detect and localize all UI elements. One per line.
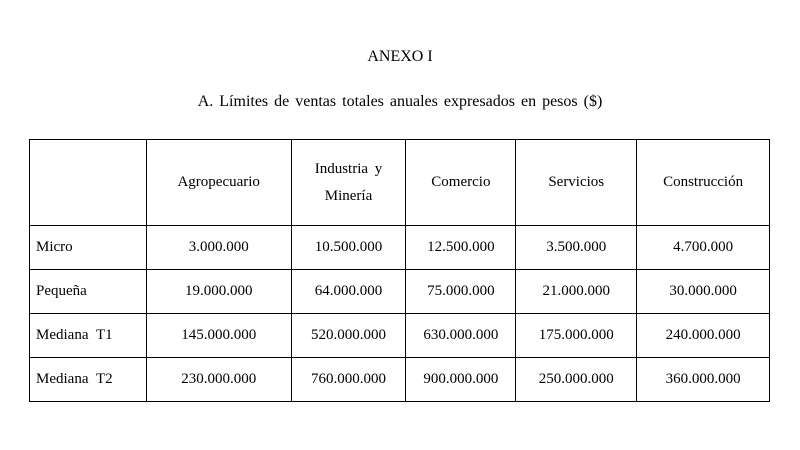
cell-value: 360.000.000 xyxy=(637,358,770,402)
header-industria-mineria xyxy=(291,140,406,226)
row-label: Micro xyxy=(30,226,147,270)
header-industria-line2: Minería xyxy=(324,187,373,204)
cell-value: 145.000.000 xyxy=(146,314,291,358)
row-label: Pequeña xyxy=(30,270,147,314)
cell-value: 630.000.000 xyxy=(406,314,516,358)
cell-value: 230.000.000 xyxy=(146,358,291,402)
row-label: Mediana T2 xyxy=(30,358,147,402)
header-comercio: Comercio xyxy=(406,140,516,226)
cell-value: 3.500.000 xyxy=(516,226,637,270)
cell-value: 250.000.000 xyxy=(516,358,637,402)
cell-value: 520.000.000 xyxy=(291,314,406,358)
cell-value: 760.000.000 xyxy=(291,358,406,402)
cell-value: 3.000.000 xyxy=(146,226,291,270)
cell-value: 19.000.000 xyxy=(146,270,291,314)
cell-value: 900.000.000 xyxy=(406,358,516,402)
header-construccion: Construcción xyxy=(637,140,770,226)
table-row-mediana-t1 xyxy=(30,314,770,358)
cell-value: 75.000.000 xyxy=(406,270,516,314)
header-servicios: Servicios xyxy=(516,140,637,226)
document-subtitle: A. Límites de ventas totales anuales expresados en pesos ($) xyxy=(197,93,603,110)
cell-value: 30.000.000 xyxy=(637,270,770,314)
header-agropecuario: Agropecuario xyxy=(146,140,291,226)
sales-limits-table xyxy=(29,139,770,402)
cell-value: 21.000.000 xyxy=(516,270,637,314)
document-title: ANEXO I xyxy=(367,48,433,65)
row-label: Mediana T1 xyxy=(30,314,147,358)
cell-value: 64.000.000 xyxy=(291,270,406,314)
cell-value: 10.500.000 xyxy=(291,226,406,270)
table-row-micro xyxy=(30,226,770,270)
header-industria-line1: Industria y xyxy=(314,160,383,177)
cell-value: 4.700.000 xyxy=(637,226,770,270)
table-row-mediana-t2 xyxy=(30,358,770,402)
table-header-row xyxy=(30,140,770,226)
header-corner-cell xyxy=(30,140,147,226)
cell-value: 240.000.000 xyxy=(637,314,770,358)
table-row-pequena xyxy=(30,270,770,314)
cell-value: 12.500.000 xyxy=(406,226,516,270)
cell-value: 175.000.000 xyxy=(516,314,637,358)
